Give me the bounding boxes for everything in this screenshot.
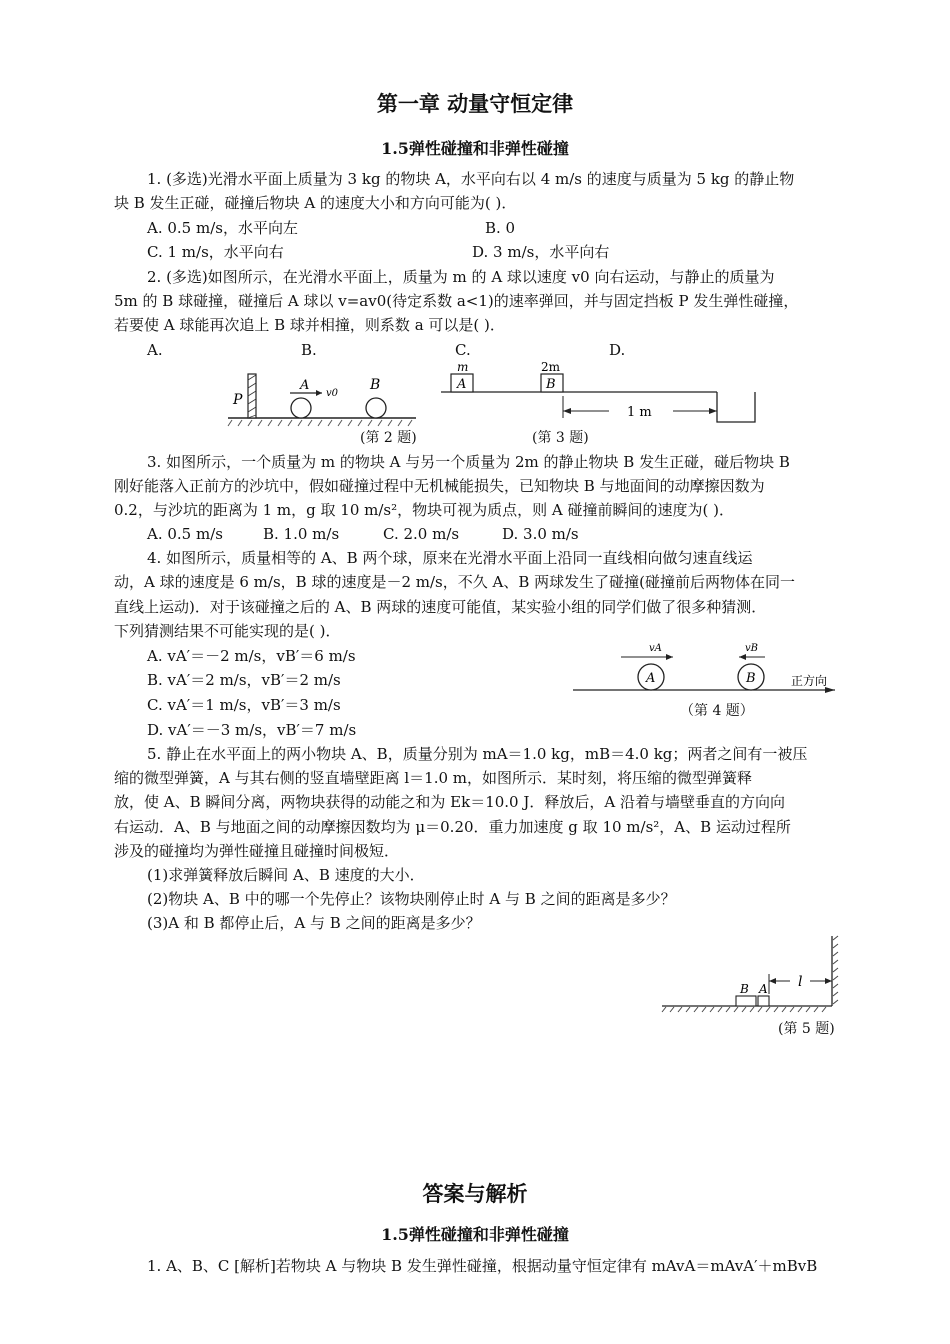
q4-line4: 下列猜测结果不可能实现的是( )． (114, 622, 341, 640)
q4-line3: 直线上运动)．对于该碰撞之后的 A、B 两球的速度可能值，某实验小组的同学们做了很多种猜测． (114, 598, 767, 616)
q3-option-d: D. 3.0 m/s (502, 525, 579, 543)
fig4-caption: （第 4 题） (680, 703, 754, 719)
label-va: vA (649, 643, 662, 654)
q1-option-a: A. 0.5 m/s，水平向左 (147, 219, 298, 237)
fig2-caption: (第 2 题) (360, 430, 417, 446)
q3-option-b: B. 1.0 m/s (263, 525, 340, 543)
ball-b (366, 398, 386, 418)
q4-option-b: B. vA′＝2 m/s，vB′＝2 m/s (147, 671, 341, 689)
fig3-caption: (第 3 题) (532, 430, 589, 446)
figure-5 (660, 934, 840, 1014)
q4-option-c: C. vA′＝1 m/s，vB′＝3 m/s (147, 696, 341, 714)
label-b: B (740, 982, 749, 996)
q4-line1: 4. 如图所示，质量相等的 A、B 两个球，原来在光滑水平面上沿同一直线相向做匀速直线运 (147, 549, 753, 567)
figure-3 (437, 360, 767, 420)
q5-sub2: (2)物块 A、B 中的哪一个先停止？该物块刚停止时 A 与 B 之间的距离是多少？ (147, 890, 676, 908)
q2-line1: 2. (多选)如图所示，在光滑水平面上，质量为 m 的 A 球以速度 v0 向右运动，与静止的质量为 (147, 268, 775, 286)
label-m: m (457, 360, 469, 374)
label-a: A (646, 671, 656, 686)
q5-line5: 涉及的碰撞均为弹性碰撞且碰撞时间极短． (114, 842, 400, 860)
answer-1: 1. A、B、C [解析]若物块 A 与物块 B 发生弹性碰撞，根据动量守恒定律有 mAvA＝mAvA′＋mBvB (147, 1257, 818, 1275)
q4-line2: 动，A 球的速度是 6 m/s，B 球的速度是－2 m/s，不久 A、B 两球发生了碰撞(碰撞前后两物体在同一 (114, 573, 795, 591)
q5-line4: 右运动．A、B 与地面之间的动摩擦因数均为 μ＝0.20．重力加速度 g 取 10 m/s²，A、B 运动过程所 (114, 818, 791, 836)
q1-option-b: B. 0 (485, 219, 516, 237)
label-v0: v0 (326, 388, 339, 399)
q3-line1: 3. 如图所示，一个质量为 m 的物块 A 与另一个质量为 2m 的静止物块 B 发生正碰，碰后物块 B (147, 453, 790, 471)
label-b: B (746, 671, 756, 686)
label-a: A (457, 377, 467, 392)
section-title: 1.5弹性碰撞和非弹性碰撞 (381, 139, 569, 158)
label-b: B (546, 377, 556, 392)
q1-option-c: C. 1 m/s，水平向右 (147, 243, 284, 261)
q1-option-d: D. 3 m/s，水平向右 (472, 243, 610, 261)
q1-line1: 1. (多选)光滑水平面上质量为 3 kg 的物块 A，水平向右以 4 m/s 的速度与质量为 5 kg 的静止物 (147, 170, 795, 188)
label-p: P (233, 392, 243, 408)
q5-line1: 5. 静止在水平面上的两小物块 A、B，质量分别为 mA＝1.0 kg，mB＝4.0 kg；两者之间有一被压 (147, 745, 808, 763)
q3-option-c: C. 2.0 m/s (383, 525, 460, 543)
ball-a (291, 398, 311, 418)
block-b (736, 996, 756, 1006)
q2-line3: 若要使 A 球能再次追上 B 球并相撞，则系数 a 可以是( )． (114, 316, 505, 334)
label-a: A (300, 378, 310, 393)
label-a: A (759, 982, 768, 996)
q2-option-b: B. (301, 341, 317, 359)
q2-option-a: A. (147, 341, 163, 359)
chapter-title: 第一章 动量守恒定律 (376, 91, 574, 116)
q3-line3: 0.2，与沙坑的距离为 1 m，g 取 10 m/s²，物块可视为质点，则 A 碰撞前瞬间的速度为( )． (114, 501, 734, 519)
q3-line2: 刚好能落入正前方的沙坑中，假如碰撞过程中无机械能损失，已知物块 B 与地面间的动摩擦因数为 (114, 477, 765, 495)
figure-2 (228, 362, 418, 422)
q2-option-c: C. (455, 341, 471, 359)
fig5-caption: (第 5 题) (778, 1021, 835, 1037)
q5-sub1: (1)求弹簧释放后瞬间 A、B 速度的大小． (147, 866, 425, 884)
q5-sub3: (3)A 和 B 都停止后，A 与 B 之间的距离是多少？ (147, 914, 481, 932)
label-vb: vB (745, 643, 758, 654)
q2-option-d: D. (609, 341, 626, 359)
q5-line2: 缩的微型弹簧，A 与其右侧的竖直墙壁距离 l＝1.0 m，如图所示．某时刻，将压缩的微型弹簧释 (114, 769, 753, 787)
figure-4 (573, 638, 843, 698)
label-1m: 1 m (627, 405, 652, 420)
q4-option-d: D. vA′＝－3 m/s，vB′＝7 m/s (147, 721, 357, 739)
q4-option-a: A. vA′＝－2 m/s，vB′＝6 m/s (147, 647, 356, 665)
block-a (758, 996, 769, 1006)
label-direction: 正方向 (791, 674, 828, 688)
q3-option-a: A. 0.5 m/s (147, 525, 223, 543)
answers-section-title: 1.5弹性碰撞和非弹性碰撞 (381, 1225, 569, 1244)
label-2m: 2m (541, 360, 561, 374)
label-l: l (798, 974, 803, 990)
label-b: B (370, 377, 381, 393)
q5-line3: 放，使 A、B 瞬间分离，两物块获得的动能之和为 Ek＝10.0 J．释放后，A 沿着与墙壁垂直的方向向 (114, 793, 785, 811)
q2-line2: 5m 的 B 球碰撞，碰撞后 A 球以 v=av0(待定系数 a<1)的速率弹回，并与固定挡板 P 发生弹性碰撞， (114, 292, 799, 310)
answers-title: 答案与解析 (422, 1181, 528, 1206)
q1-line2: 块 B 发生正碰，碰撞后物块 A 的速度大小和方向可能为( )． (114, 194, 517, 212)
